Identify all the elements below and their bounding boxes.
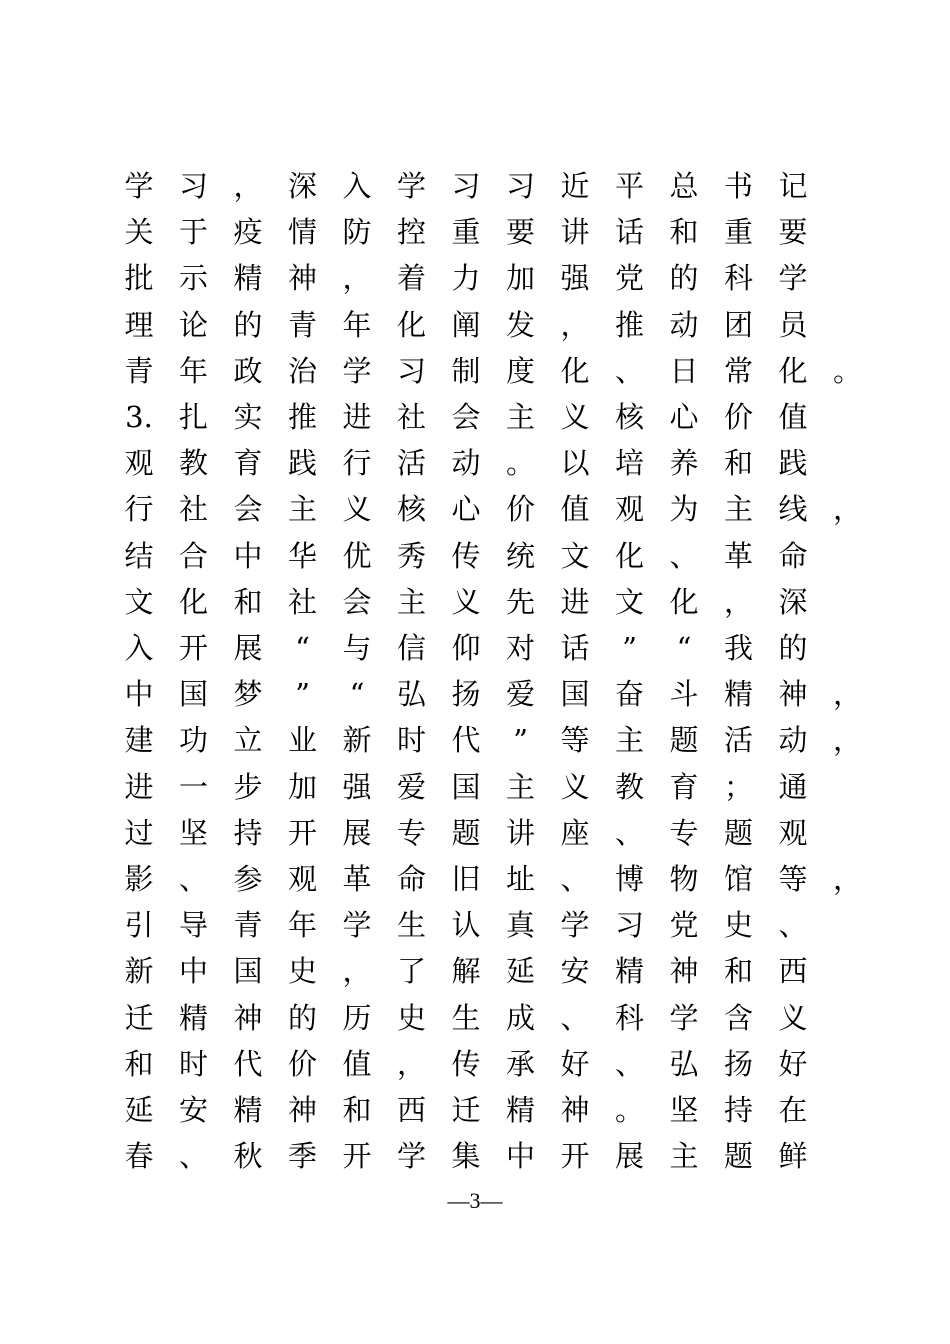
text-char: 进 xyxy=(342,400,372,434)
text-char: 育 xyxy=(669,769,699,804)
text-char: 线 xyxy=(778,492,808,527)
text-char: 扬 xyxy=(451,677,481,712)
text-char: 和 xyxy=(669,215,699,250)
text-char: 旧 xyxy=(451,862,481,896)
text-char: 的 xyxy=(669,261,699,296)
text-char: 义 xyxy=(342,492,372,527)
text-char: 活 xyxy=(723,723,753,758)
text-char: 题 xyxy=(723,1139,753,1174)
text-char: 。 xyxy=(832,353,862,388)
text-char: 强 xyxy=(560,261,590,296)
text-char: 学 xyxy=(342,353,372,388)
text-char: 神 xyxy=(560,1093,590,1127)
text-char: 延 xyxy=(505,954,535,989)
text-char: 中 xyxy=(124,677,154,712)
text-char: 奋 xyxy=(614,677,644,712)
text-char: 和 xyxy=(124,1046,154,1081)
text-char: 主 xyxy=(287,492,317,527)
text-char: 题 xyxy=(723,815,753,850)
text-char: 日 xyxy=(669,353,699,388)
text-char: 进 xyxy=(560,584,590,619)
text-char: 年 xyxy=(178,353,208,388)
text-char: 观 xyxy=(778,815,808,850)
text-char: 功 xyxy=(178,723,208,758)
text-char: 会 xyxy=(233,492,263,527)
text-char: 实 xyxy=(233,400,263,434)
text-char: 文 xyxy=(124,584,154,619)
text-char: 推 xyxy=(287,400,317,434)
text-char: 中 xyxy=(505,1139,535,1174)
text-char: 化 xyxy=(614,538,644,573)
text-char: 着 xyxy=(396,261,426,296)
text-char: 弘 xyxy=(396,677,426,712)
text-char: 真 xyxy=(505,908,535,943)
text-char: 、 xyxy=(614,815,644,850)
text-char: 爱 xyxy=(396,769,426,804)
text-char: 神 xyxy=(287,1093,317,1127)
text-char: 题 xyxy=(669,723,699,758)
text-char: 精 xyxy=(178,1000,208,1035)
text-char: 国 xyxy=(560,677,590,712)
text-char: 立 xyxy=(233,723,263,758)
text-char: 动 xyxy=(778,723,808,758)
text-char: 题 xyxy=(451,815,481,850)
text-char: 年 xyxy=(287,908,317,943)
text-char: 心 xyxy=(451,492,481,527)
text-char: ， xyxy=(832,723,862,758)
text-char: 革 xyxy=(342,862,372,896)
text-char: 度 xyxy=(505,353,535,388)
text-char: 记 xyxy=(778,169,808,203)
text-char: ， xyxy=(832,677,862,712)
text-char: 价 xyxy=(723,400,753,434)
text-char: 社 xyxy=(287,584,317,619)
text-char: 的 xyxy=(778,631,808,665)
text-char: 教 xyxy=(614,769,644,804)
text-char: 开 xyxy=(178,631,208,665)
text-char: 观 xyxy=(124,446,154,481)
text-char: 值 xyxy=(342,1046,372,1081)
text-char: ， xyxy=(832,492,862,527)
text-char: 中 xyxy=(178,954,208,989)
text-char: 址 xyxy=(505,862,535,896)
text-char: 关 xyxy=(124,215,154,250)
text-char: 入 xyxy=(124,631,154,665)
text-char: 政 xyxy=(233,353,263,388)
text-char: 观 xyxy=(614,492,644,527)
text-char: 展 xyxy=(614,1139,644,1174)
text-char: 文 xyxy=(560,538,590,573)
text-char: 含 xyxy=(723,1000,753,1035)
text-char: 过 xyxy=(124,815,154,850)
text-char: ， xyxy=(233,169,263,203)
text-char: 集 xyxy=(451,1139,481,1174)
text-char: 与 xyxy=(342,631,372,665)
text-char: 进 xyxy=(124,769,154,804)
text-char: ， xyxy=(723,584,753,619)
text-char: 重 xyxy=(723,215,753,250)
text-char: 斗 xyxy=(669,677,699,712)
text-char: 于 xyxy=(178,215,208,250)
text-char: 成 xyxy=(505,1000,535,1035)
text-char: 梦 xyxy=(233,677,263,712)
text-char: 国 xyxy=(178,677,208,712)
text-char: 引 xyxy=(124,908,154,943)
text-char: 值 xyxy=(778,400,808,434)
text-char: 安 xyxy=(560,954,590,989)
text-char: 主 xyxy=(614,723,644,758)
text-char: 主 xyxy=(669,1139,699,1174)
text-char: 话 xyxy=(614,215,644,250)
text-char: 会 xyxy=(451,400,481,434)
text-char: 习 xyxy=(614,908,644,943)
text-char: 参 xyxy=(233,862,263,896)
text-char: 弘 xyxy=(669,1046,699,1081)
text-char: 对 xyxy=(505,631,535,665)
text-char: 核 xyxy=(614,400,644,434)
text-char: 加 xyxy=(505,261,535,296)
text-char: 精 xyxy=(233,1093,263,1127)
text-char: 信 xyxy=(396,631,426,665)
text-char: 安 xyxy=(178,1093,208,1127)
text-char: 生 xyxy=(451,1000,481,1035)
text-char: 通 xyxy=(778,769,808,804)
text-char: 导 xyxy=(178,908,208,943)
text-char: 时 xyxy=(396,723,426,758)
text-char: 行 xyxy=(124,492,154,527)
text-char: 以 xyxy=(560,446,590,481)
text-char: 建 xyxy=(124,723,154,758)
text-char: 观 xyxy=(287,862,317,896)
text-char: 践 xyxy=(287,446,317,481)
text-char: 秋 xyxy=(233,1139,263,1174)
text-char: 化 xyxy=(669,584,699,619)
text-char: 义 xyxy=(778,1000,808,1035)
text-char: 主 xyxy=(396,584,426,619)
text-char: 神 xyxy=(287,261,317,296)
text-char: 好 xyxy=(560,1046,590,1081)
text-char: 主 xyxy=(723,492,753,527)
text-char: 化 xyxy=(396,307,426,342)
text-char: 心 xyxy=(669,400,699,434)
text-char: 义 xyxy=(560,400,590,434)
text-char: 持 xyxy=(233,815,263,850)
text-char: ， xyxy=(342,954,372,989)
text-char: 讲 xyxy=(560,215,590,250)
text-char: 党 xyxy=(614,261,644,296)
text-char: 精 xyxy=(614,954,644,989)
text-char: 革 xyxy=(723,538,753,573)
text-char: 认 xyxy=(451,908,481,943)
text-char: 习 xyxy=(396,353,426,388)
text-char: 讲 xyxy=(505,815,535,850)
text-char: 学 xyxy=(396,1139,426,1174)
text-char: 解 xyxy=(451,954,481,989)
text-char: 等 xyxy=(778,862,808,896)
text-char: 历 xyxy=(342,1000,372,1035)
text-char: 、 xyxy=(560,862,590,896)
text-char: ” xyxy=(295,677,310,712)
text-char: 影 xyxy=(124,862,154,896)
text-char: 育 xyxy=(233,446,263,481)
text-char: 学 xyxy=(396,169,426,203)
text-char: 科 xyxy=(723,261,753,296)
text-char: 季 xyxy=(287,1139,317,1174)
text-char: 先 xyxy=(505,584,535,619)
text-char: 。 xyxy=(614,1093,644,1127)
text-char: 常 xyxy=(723,353,753,388)
page-number: —3— xyxy=(447,1188,503,1213)
text-char: 传 xyxy=(451,1046,481,1081)
text-char: 3. xyxy=(125,400,153,434)
text-char: 步 xyxy=(233,769,263,804)
text-char: 化 xyxy=(178,584,208,619)
text-char: 活 xyxy=(396,446,426,481)
text-char: 学 xyxy=(560,908,590,943)
text-char: 史 xyxy=(287,954,317,989)
text-char: 春 xyxy=(124,1139,154,1174)
text-char: 社 xyxy=(178,492,208,527)
text-char: 坚 xyxy=(178,815,208,850)
text-char: 年 xyxy=(342,307,372,342)
text-char: 新 xyxy=(342,723,372,758)
text-char: 理 xyxy=(124,307,154,342)
text-char: 书 xyxy=(723,169,753,203)
text-char: 代 xyxy=(451,723,481,758)
text-char: 为 xyxy=(669,492,699,527)
text-char: 扬 xyxy=(723,1046,753,1081)
text-char: 展 xyxy=(342,815,372,850)
text-char: 会 xyxy=(342,584,372,619)
text-char: 发 xyxy=(505,307,535,342)
text-char: 习 xyxy=(451,169,481,203)
text-char: 阐 xyxy=(451,307,481,342)
text-char: ， xyxy=(342,261,372,296)
text-char: 员 xyxy=(778,307,808,342)
text-char: ， xyxy=(396,1046,426,1081)
text-char: 扎 xyxy=(178,400,208,434)
text-char: 一 xyxy=(178,769,208,804)
text-char: 防 xyxy=(342,215,372,250)
text-char: 党 xyxy=(669,908,699,943)
text-char: 的 xyxy=(287,1000,317,1035)
text-char: 馆 xyxy=(723,862,753,896)
text-char: 新 xyxy=(124,954,154,989)
text-char: 学 xyxy=(342,908,372,943)
text-char: 力 xyxy=(451,261,481,296)
text-char: 代 xyxy=(233,1046,263,1081)
text-char: “ xyxy=(349,677,365,712)
text-char: 业 xyxy=(287,723,317,758)
text-char: 学 xyxy=(778,261,808,296)
text-char: 疫 xyxy=(233,215,263,250)
text-char: 平 xyxy=(614,169,644,203)
text-char: 教 xyxy=(178,446,208,481)
text-char: 坚 xyxy=(669,1093,699,1127)
text-char: 要 xyxy=(778,215,808,250)
text-char: 精 xyxy=(505,1093,535,1127)
text-char: 培 xyxy=(614,446,644,481)
text-char: 团 xyxy=(723,307,753,342)
text-char: 批 xyxy=(124,261,154,296)
text-char: 、 xyxy=(669,538,699,573)
text-char: 核 xyxy=(396,492,426,527)
text-char: 行 xyxy=(342,446,372,481)
text-char: 化 xyxy=(560,353,590,388)
text-char: 和 xyxy=(233,584,263,619)
text-char: 论 xyxy=(178,307,208,342)
text-char: 专 xyxy=(669,815,699,850)
text-char: 中 xyxy=(233,538,263,573)
text-char: 义 xyxy=(560,769,590,804)
text-char: 化 xyxy=(778,353,808,388)
text-char: 加 xyxy=(287,769,317,804)
text-char: 神 xyxy=(233,1000,263,1035)
text-char: 制 xyxy=(451,353,481,388)
text-char: 国 xyxy=(451,769,481,804)
text-char: 命 xyxy=(396,862,426,896)
text-char: 史 xyxy=(396,1000,426,1035)
text-char: 迁 xyxy=(451,1093,481,1127)
text-char: 青 xyxy=(287,307,317,342)
text-char: 西 xyxy=(396,1093,426,1127)
text-char: 主 xyxy=(505,769,535,804)
text-char: 习 xyxy=(505,169,535,203)
text-char: 入 xyxy=(342,169,372,203)
text-char: 总 xyxy=(669,169,699,203)
text-char: 、 xyxy=(560,1000,590,1035)
text-char: 动 xyxy=(669,307,699,342)
text-char: 文 xyxy=(614,584,644,619)
text-char: 开 xyxy=(342,1139,372,1174)
text-char: 神 xyxy=(669,954,699,989)
text-char: 西 xyxy=(778,954,808,989)
text-char: 要 xyxy=(505,215,535,250)
text-char: 科 xyxy=(614,1000,644,1035)
text-char: 情 xyxy=(287,215,317,250)
text-char: ， xyxy=(832,862,862,896)
text-char: 动 xyxy=(451,446,481,481)
text-char: 命 xyxy=(778,538,808,573)
text-char: 习 xyxy=(178,169,208,203)
text-char: 博 xyxy=(614,862,644,896)
text-char: 和 xyxy=(342,1093,372,1127)
text-char: 控 xyxy=(396,215,426,250)
text-char: ” xyxy=(513,723,528,758)
text-char: 深 xyxy=(287,169,317,203)
text-char: 结 xyxy=(124,538,154,573)
text-char: 专 xyxy=(396,815,426,850)
text-char: 践 xyxy=(778,446,808,481)
text-char: 优 xyxy=(342,538,372,573)
text-char: 强 xyxy=(342,769,372,804)
text-char: 史 xyxy=(723,908,753,943)
text-char: 仰 xyxy=(451,631,481,665)
text-char: “ xyxy=(676,631,692,665)
text-char: 、 xyxy=(614,353,644,388)
text-char: ， xyxy=(560,307,590,342)
text-char: “ xyxy=(295,631,310,665)
text-char: 开 xyxy=(560,1139,590,1174)
text-char: 国 xyxy=(233,954,263,989)
text-char: 好 xyxy=(778,1046,808,1081)
text-char: 和 xyxy=(723,446,753,481)
text-char: 了 xyxy=(396,954,426,989)
text-char: 座 xyxy=(560,815,590,850)
text-char: 统 xyxy=(505,538,535,573)
text-char: 迁 xyxy=(124,1000,154,1035)
text-char: 的 xyxy=(233,307,263,342)
text-char: 值 xyxy=(560,492,590,527)
text-char: 推 xyxy=(614,307,644,342)
text-char: 鲜 xyxy=(778,1139,808,1174)
text-char: 爱 xyxy=(505,677,535,712)
text-char: 重 xyxy=(451,215,481,250)
text-char: 延 xyxy=(124,1093,154,1127)
text-char: 义 xyxy=(451,584,481,619)
text-char: 社 xyxy=(396,400,426,434)
text-char: 在 xyxy=(778,1093,808,1127)
text-char: 主 xyxy=(505,400,535,434)
text-char: 神 xyxy=(778,677,808,712)
text-char: ； xyxy=(723,769,753,804)
text-char: 承 xyxy=(505,1046,535,1081)
text-char: ” xyxy=(622,631,637,665)
text-char: 价 xyxy=(505,492,535,527)
text-char: 。 xyxy=(505,446,535,481)
text-char: 、 xyxy=(178,862,208,896)
text-char: 学 xyxy=(124,169,154,203)
text-char: 物 xyxy=(669,862,699,896)
text-char: 精 xyxy=(233,261,263,296)
text-char: 近 xyxy=(560,169,590,203)
text-char: 展 xyxy=(233,631,263,665)
text-char: 示 xyxy=(178,261,208,296)
text-char: 话 xyxy=(560,631,590,665)
text-char: 养 xyxy=(669,446,699,481)
text-char: 秀 xyxy=(396,538,426,573)
text-char: 、 xyxy=(778,908,808,943)
text-char: 开 xyxy=(287,815,317,850)
text-char: 、 xyxy=(178,1139,208,1174)
text-char: 价 xyxy=(287,1046,317,1081)
text-char: 学 xyxy=(669,1000,699,1035)
text-char: 深 xyxy=(778,584,808,619)
text-char: 和 xyxy=(723,954,753,989)
text-char: 华 xyxy=(287,538,317,573)
text-char: 持 xyxy=(723,1093,753,1127)
text-char: 青 xyxy=(124,353,154,388)
text-char: 精 xyxy=(723,677,753,712)
text-char: 生 xyxy=(396,908,426,943)
text-char: 时 xyxy=(178,1046,208,1081)
text-char: 青 xyxy=(233,908,263,943)
text-char: 我 xyxy=(723,631,753,665)
text-char: 等 xyxy=(560,723,590,758)
text-char: 合 xyxy=(178,538,208,573)
text-char: 、 xyxy=(614,1046,644,1081)
text-char: 传 xyxy=(451,538,481,573)
text-char: 治 xyxy=(287,353,317,388)
